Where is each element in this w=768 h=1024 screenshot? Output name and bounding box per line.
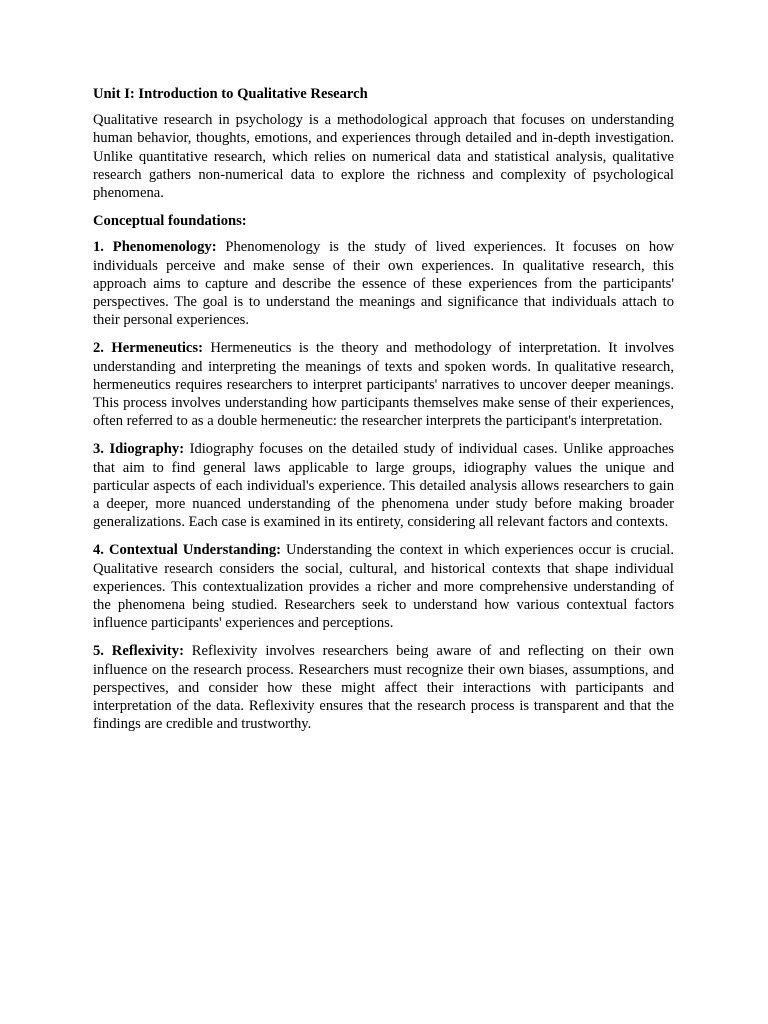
concept-item-idiography [93,440,674,531]
concept-text: Reflexivity involves researchers being aware of and reflecting on their own influence on the research process. Researchers must recognize their own biases, assumptions, and perspectives, and consider how these might affect their interactions with participants and interpretation of the data. Reflexivity ensures that the research process is transparent and that the findings are credible and trustworthy. [93,643,674,733]
concept-text: Understanding the context in which experiences occur is crucial. Qualitative research considers the social, cultural, and historical contexts that shape individual experiences. This contextualization provides a richer and more comprehensive understanding of the phenomena being studied. Researchers seek to understand how various contextual factors influence participants' experiences and perceptions. [93,542,675,632]
concept-term: 2. Hermeneutics: [93,340,203,357]
section-heading: Conceptual foundations: [93,213,247,230]
concept-item-contextual-understanding [93,541,674,632]
document-page [93,85,674,744]
concept-item-hermeneutics [93,339,674,430]
concept-term: 5. Reflexivity: [93,643,184,660]
document-title: Unit I: Introduction to Qualitative Research [93,86,368,102]
concept-text: Idiography focuses on the detailed study of individual cases. Unlike approaches that aim to find general laws applicable to large groups, idiography values the unique and particular aspects of each individual's experience. This detailed analysis allows researchers to gain a deeper, more nuanced understanding of the phenomena under study before making broader generalizations. Each case is examined in its entirety, considering all relevant factors and contexts. [93,441,674,531]
concept-item-phenomenology [93,238,674,329]
concept-term: 4. Contextual Understanding: [93,542,281,559]
concept-term: 3. Idiography: [93,441,185,458]
concept-item-reflexivity [93,642,674,733]
concept-text: Hermeneutics is the theory and methodology of interpretation. It involves understanding and interpreting the meanings of texts and spoken words. In qualitative research, hermeneutics requires researchers to interpret participants' narratives to uncover deeper meanings. This process involves understanding how participants themselves make sense of their experiences, often referred to as a double hermeneutic: the researcher interprets the participant's interpretation. [93,340,674,430]
intro-paragraph: Qualitative research in psychology is a methodological approach that focuses on understanding human behavior, thoughts, emotions, and experiences through detailed and in-depth investigation. Unlike quantitative research, which relies on numerical data and statistical analysis, qualitative research gathers non-numerical data to explore the richness and complexity of psychological phenomena. [93,112,674,202]
concept-term: 1. Phenomenology: [93,239,217,256]
concept-text: Phenomenology is the study of lived experiences. It focuses on how individuals perceive and make sense of their own experiences. In qualitative research, this approach aims to capture and describe the essence of these experiences from the participants' perspectives. The goal is to understand the meanings and significance that individuals attach to their personal experiences. [93,239,675,329]
